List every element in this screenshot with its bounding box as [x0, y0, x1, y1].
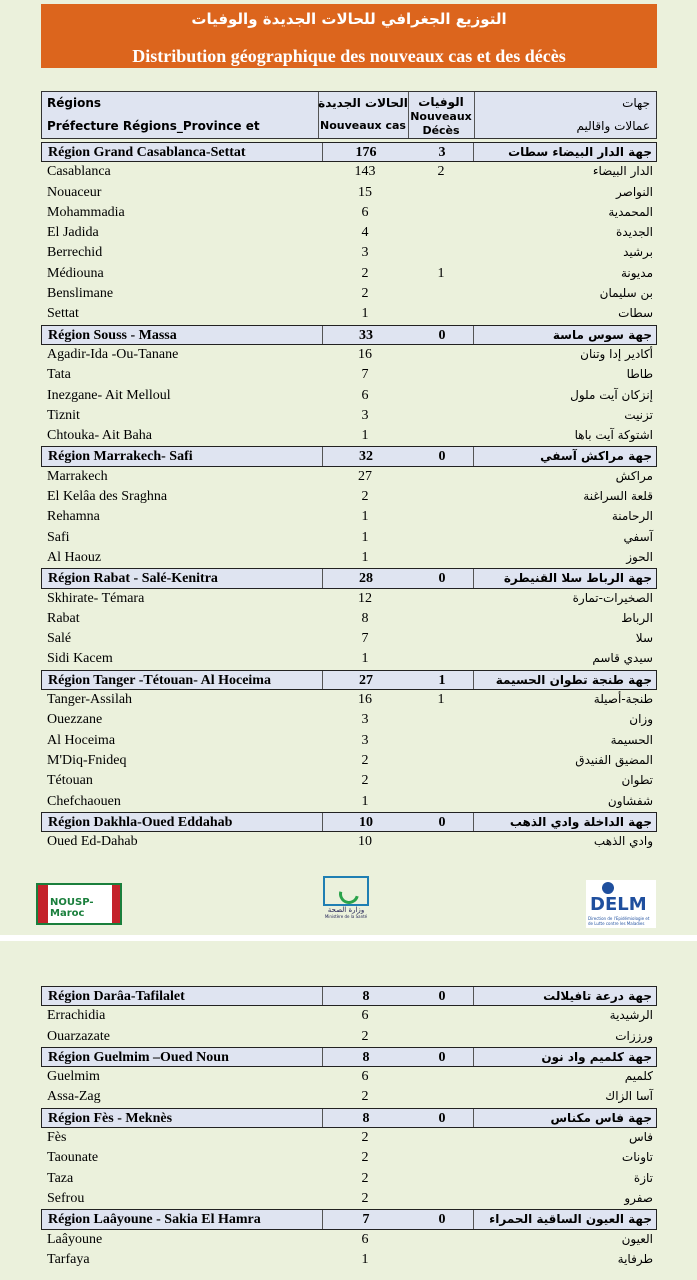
- region-name-ar: الرحامنة: [611, 509, 653, 524]
- region-name-ar: جهة مراكش آسفي: [540, 449, 652, 464]
- region-name-ar: الصخيرات-تمارة: [572, 590, 653, 605]
- red-bar-icon: [38, 885, 48, 923]
- new-cases: 143: [354, 164, 376, 180]
- new-deaths: 1: [437, 692, 445, 708]
- region-name-ar: كلميم: [624, 1069, 653, 1084]
- new-cases: 2: [361, 752, 369, 768]
- new-cases: 1: [361, 651, 369, 667]
- region-name-ar: جهة الدار البيضاء سطات: [508, 145, 652, 159]
- new-cases: 8: [362, 1110, 370, 1126]
- col-regions-ar-l1: جهات: [622, 96, 650, 110]
- region-name: Salé: [47, 631, 72, 647]
- region-name-ar: النواصر: [616, 184, 653, 199]
- table-row: [41, 528, 657, 548]
- region-name-ar: ورززات: [615, 1028, 653, 1043]
- region-row: [41, 142, 657, 162]
- new-cases: 7: [361, 631, 369, 647]
- table-row: [41, 710, 657, 730]
- new-deaths: 0: [438, 814, 446, 830]
- new-deaths: 0: [438, 989, 446, 1004]
- region-name: Rehamna: [47, 509, 100, 525]
- table-column-header: [41, 91, 657, 139]
- table-row: [41, 548, 657, 568]
- region-row: [41, 1209, 657, 1229]
- new-cases: 2: [361, 286, 369, 302]
- region-name-ar: جهة طنجة تطوان الحسيمة: [495, 672, 652, 687]
- new-cases: 2: [361, 489, 369, 505]
- region-row: [41, 812, 657, 832]
- new-deaths: 0: [438, 327, 446, 343]
- region-name: Sidi Kacem: [47, 651, 113, 667]
- table-row: [41, 751, 657, 771]
- region-name-ar: آسا الزاك: [605, 1089, 653, 1104]
- region-name: Région Dakhla-Oued Eddahab: [48, 814, 233, 830]
- region-name: Ouezzane: [47, 712, 103, 728]
- region-name-ar: الحوز: [626, 549, 653, 564]
- region-name-ar: مراكش: [615, 468, 653, 483]
- region-name-ar: المضيق الفنيدق: [575, 752, 653, 767]
- new-cases: 8: [362, 1049, 370, 1065]
- region-name: El Kelâa des Sraghna: [47, 489, 168, 505]
- table-row: [41, 406, 657, 426]
- new-deaths: 0: [438, 1212, 446, 1228]
- region-name: Taounate: [47, 1150, 99, 1166]
- new-cases: 33: [359, 327, 373, 343]
- col-regions-ar-l2: عمالات واقاليم: [576, 119, 650, 133]
- table-row: [41, 771, 657, 791]
- region-name-ar: جهة الداخلة وادي الذهب: [509, 814, 652, 829]
- new-cases: 12: [358, 590, 372, 606]
- region-name: Région Darâa-Tafilalet: [48, 989, 185, 1004]
- table-row: [41, 264, 657, 284]
- table-row: [41, 1189, 657, 1209]
- region-name-ar: طنجة-أصيلة: [593, 692, 653, 707]
- region-name-ar: جهة كلميم واد نون: [541, 1049, 652, 1064]
- region-name: Chtouka- Ait Baha: [47, 428, 152, 444]
- region-name: El Jadida: [47, 225, 99, 241]
- region-name-ar: وزان: [629, 712, 653, 727]
- new-deaths: 2: [437, 164, 445, 180]
- region-name: Errachidia: [47, 1008, 106, 1024]
- table-row: [41, 365, 657, 385]
- table-row: [41, 487, 657, 507]
- new-cases: 1: [361, 793, 369, 809]
- region-name: Région Tanger -Tétouan- Al Hoceima: [48, 672, 271, 688]
- table-row: [41, 1148, 657, 1168]
- new-cases: 8: [362, 989, 370, 1004]
- region-name: Skhirate- Témara: [47, 590, 145, 606]
- region-name: Berrechid: [47, 245, 103, 261]
- region-name: Région Marrakech- Safi: [48, 449, 193, 465]
- new-cases: 3: [361, 407, 369, 423]
- region-name: Région Laâyoune - Sakia El Hamra: [48, 1212, 261, 1228]
- region-name-ar: اشتوكة آيت باها: [574, 428, 653, 443]
- region-name-ar: الرباط: [621, 610, 653, 625]
- table-row: [41, 629, 657, 649]
- table-row: [41, 203, 657, 223]
- new-deaths: 0: [438, 449, 446, 465]
- region-row: [41, 325, 657, 345]
- new-cases: 16: [358, 346, 372, 362]
- region-name-ar: جهة درعة تافيلالت: [543, 989, 652, 1003]
- new-cases: 2: [361, 1089, 369, 1105]
- region-name-ar: وادي الذهب: [593, 834, 653, 849]
- table-row: [41, 1027, 657, 1047]
- table-row: [41, 832, 657, 852]
- region-name: Casablanca: [47, 164, 111, 180]
- region-name: Médiouna: [47, 265, 104, 281]
- new-deaths: 3: [438, 145, 446, 160]
- new-deaths: 0: [438, 571, 446, 587]
- region-name: Région Guelmim –Oued Noun: [48, 1049, 229, 1065]
- new-cases: 10: [359, 814, 373, 830]
- new-cases: 3: [361, 712, 369, 728]
- new-cases: 28: [359, 571, 373, 587]
- region-name: Ouarzazate: [47, 1028, 110, 1044]
- table-row: [41, 589, 657, 609]
- region-name: Rabat: [47, 610, 80, 626]
- table-row: [41, 1087, 657, 1107]
- new-cases: 8: [361, 610, 369, 626]
- region-name: Région Souss - Massa: [48, 327, 177, 343]
- new-cases: 27: [358, 468, 372, 484]
- table-row: [41, 345, 657, 365]
- new-cases: 6: [361, 1069, 369, 1085]
- region-name-ar: إنزكان آيت ملول: [570, 387, 653, 402]
- new-cases: 176: [355, 145, 377, 160]
- delm-logo: DELM Direction de l'Epidémiologie et de Lutte contre les Maladies: [586, 880, 656, 928]
- region-name: M'Diq-Fnideq: [47, 752, 127, 768]
- table-row: [41, 731, 657, 751]
- table-row: [41, 609, 657, 629]
- region-name-ar: جهة الرباط سلا القنيطرة: [503, 571, 652, 586]
- region-name: Guelmim: [47, 1069, 100, 1085]
- region-name-ar: فاس: [628, 1130, 653, 1145]
- new-cases: 2: [361, 1190, 369, 1206]
- new-cases: 1: [361, 509, 369, 525]
- new-cases: 16: [358, 692, 372, 708]
- region-name-ar: سلا: [635, 631, 653, 646]
- region-name: Fès: [47, 1130, 67, 1146]
- table-row: [41, 1006, 657, 1026]
- table-row: [41, 386, 657, 406]
- new-cases: 2: [361, 773, 369, 789]
- region-name-ar: صفرو: [624, 1190, 653, 1205]
- table-row: [41, 426, 657, 446]
- col-prefecture-label: Préfecture Régions_Province et: [47, 119, 260, 133]
- region-name: Mohammadia: [47, 204, 125, 220]
- region-name-ar: برشيد: [623, 245, 653, 260]
- region-name: Tiznit: [47, 407, 80, 423]
- table-row: [41, 1067, 657, 1087]
- new-cases: 1: [361, 1251, 369, 1267]
- region-name: Tata: [47, 367, 71, 383]
- region-name: Assa-Zag: [47, 1089, 101, 1105]
- region-name: Benslimane: [47, 286, 114, 302]
- region-name-ar: بن سليمان: [599, 286, 653, 301]
- new-cases: 6: [361, 1231, 369, 1247]
- new-cases: 1: [361, 549, 369, 565]
- table-row: [41, 284, 657, 304]
- region-name-ar: جهة العيون الساقية الحمراء: [489, 1212, 652, 1227]
- report-header: [41, 4, 657, 68]
- col-cases-fr: Nouveaux cas: [320, 119, 406, 132]
- new-cases: 4: [361, 225, 369, 241]
- table-row: [41, 1128, 657, 1148]
- new-cases: 10: [358, 834, 372, 850]
- new-cases: 6: [361, 1008, 369, 1024]
- region-name: Agadir-Ida -Ou-Tanane: [47, 346, 179, 362]
- region-name: Chefchaouen: [47, 793, 121, 809]
- page-two: [0, 941, 697, 1280]
- region-name: Laâyoune: [47, 1231, 103, 1247]
- new-cases: 1: [361, 428, 369, 444]
- region-name: Inezgane- Ait Melloul: [47, 387, 171, 403]
- table-row: [41, 507, 657, 527]
- col-regions-label: Régions: [47, 96, 102, 110]
- region-name: Région Fès - Meknès: [48, 1110, 173, 1126]
- region-name: Safi: [47, 529, 70, 545]
- table-row: [41, 1250, 657, 1270]
- table-row: [41, 690, 657, 710]
- region-name: Tarfaya: [47, 1251, 90, 1267]
- region-name-ar: تزنيت: [624, 407, 653, 422]
- region-row: [41, 1047, 657, 1067]
- new-cases: 7: [362, 1212, 370, 1228]
- region-name-ar: سيدي قاسم: [592, 651, 653, 666]
- region-name-ar: الجديدة: [616, 225, 653, 240]
- region-name-ar: شفشاون: [607, 793, 653, 808]
- new-cases: 1: [361, 306, 369, 322]
- region-row: [41, 568, 657, 588]
- region-name-ar: المحمدية: [608, 204, 653, 219]
- region-name: Région Rabat - Salé-Kenitra: [48, 571, 218, 587]
- region-name-ar: العيون: [621, 1231, 653, 1246]
- table-row: [41, 304, 657, 324]
- region-name: Marrakech: [47, 468, 108, 484]
- region-name-ar: الحسيمة: [610, 732, 653, 747]
- region-name-ar: آسفي: [623, 529, 653, 544]
- new-cases: 6: [361, 387, 369, 403]
- region-name: Settat: [47, 306, 79, 322]
- region-name: Tétouan: [47, 773, 93, 789]
- region-row: [41, 446, 657, 466]
- nousp-logo: NOUSP-Maroc: [36, 883, 122, 925]
- new-cases: 2: [361, 1130, 369, 1146]
- region-name-ar: مديونة: [620, 265, 653, 280]
- region-name: Sefrou: [47, 1190, 85, 1206]
- new-deaths: 1: [437, 265, 445, 281]
- table-body: [41, 142, 657, 852]
- crescent-icon: [323, 876, 369, 906]
- region-row: [41, 986, 657, 1006]
- table-row: [41, 467, 657, 487]
- region-name: Al Haouz: [47, 549, 102, 565]
- col-cases-ar: الحالات الجديدة: [318, 96, 408, 110]
- region-name-ar: أكادير إدا وتنان: [580, 346, 653, 361]
- region-name-ar: قلعة السراغنة: [583, 489, 653, 504]
- new-deaths: 0: [438, 1110, 446, 1126]
- new-deaths: 0: [438, 1049, 446, 1065]
- region-name-ar: جهة سوس ماسة: [552, 327, 652, 342]
- region-name-ar: الدار البيضاء: [592, 164, 653, 179]
- region-name-ar: طاطا: [626, 367, 653, 382]
- new-cases: 7: [361, 367, 369, 383]
- table-row: [41, 792, 657, 812]
- new-deaths: 1: [438, 672, 446, 688]
- region-name-ar: الرشيدية: [609, 1008, 653, 1023]
- region-name: Nouaceur: [47, 184, 102, 200]
- region-name-ar: تاونات: [621, 1150, 653, 1165]
- ministry-logo: وزارة الصحة Ministère de la Santé: [320, 876, 372, 930]
- figure-icon: [602, 882, 614, 894]
- region-name-ar: طرفاية: [617, 1251, 653, 1266]
- region-name: Tanger-Assilah: [47, 692, 133, 708]
- title-french: Distribution géographique des nouveaux cas et des décès: [132, 46, 566, 66]
- col-deaths-fr: Nouveaux Décès: [410, 110, 472, 137]
- region-name-ar: تازة: [633, 1170, 653, 1185]
- table-row: [41, 223, 657, 243]
- new-cases: 3: [361, 245, 369, 261]
- table-row: [41, 183, 657, 203]
- new-cases: 27: [359, 672, 373, 688]
- col-divider: [474, 92, 475, 138]
- table-row: [41, 1169, 657, 1189]
- table-row: [41, 649, 657, 669]
- region-name: Taza: [47, 1170, 74, 1186]
- table-row: [41, 1230, 657, 1250]
- new-cases: 32: [359, 449, 373, 465]
- region-name: Région Grand Casablanca-Settat: [48, 145, 246, 160]
- new-cases: 2: [361, 265, 369, 281]
- new-cases: 2: [361, 1028, 369, 1044]
- region-name: Oued Ed-Dahab: [47, 834, 138, 850]
- region-name-ar: سطات: [618, 306, 653, 321]
- region-name-ar: جهة فاس مكناس: [550, 1110, 652, 1125]
- table-row: [41, 243, 657, 263]
- new-cases: 3: [361, 732, 369, 748]
- new-cases: 2: [361, 1150, 369, 1166]
- title-arabic: التوزيع الجغرافي للحالات الجديدة والوفيات: [191, 10, 507, 28]
- region-name: Al Hoceima: [47, 732, 116, 748]
- new-cases: 6: [361, 204, 369, 220]
- region-row: [41, 670, 657, 690]
- col-deaths-ar: الوفيات: [418, 95, 464, 109]
- region-name-ar: تطوان: [621, 773, 653, 788]
- table-row: [41, 162, 657, 182]
- new-cases: 15: [358, 184, 372, 200]
- new-cases: 1: [361, 529, 369, 545]
- region-row: [41, 1108, 657, 1128]
- table-body: [41, 986, 657, 1270]
- new-cases: 2: [361, 1170, 369, 1186]
